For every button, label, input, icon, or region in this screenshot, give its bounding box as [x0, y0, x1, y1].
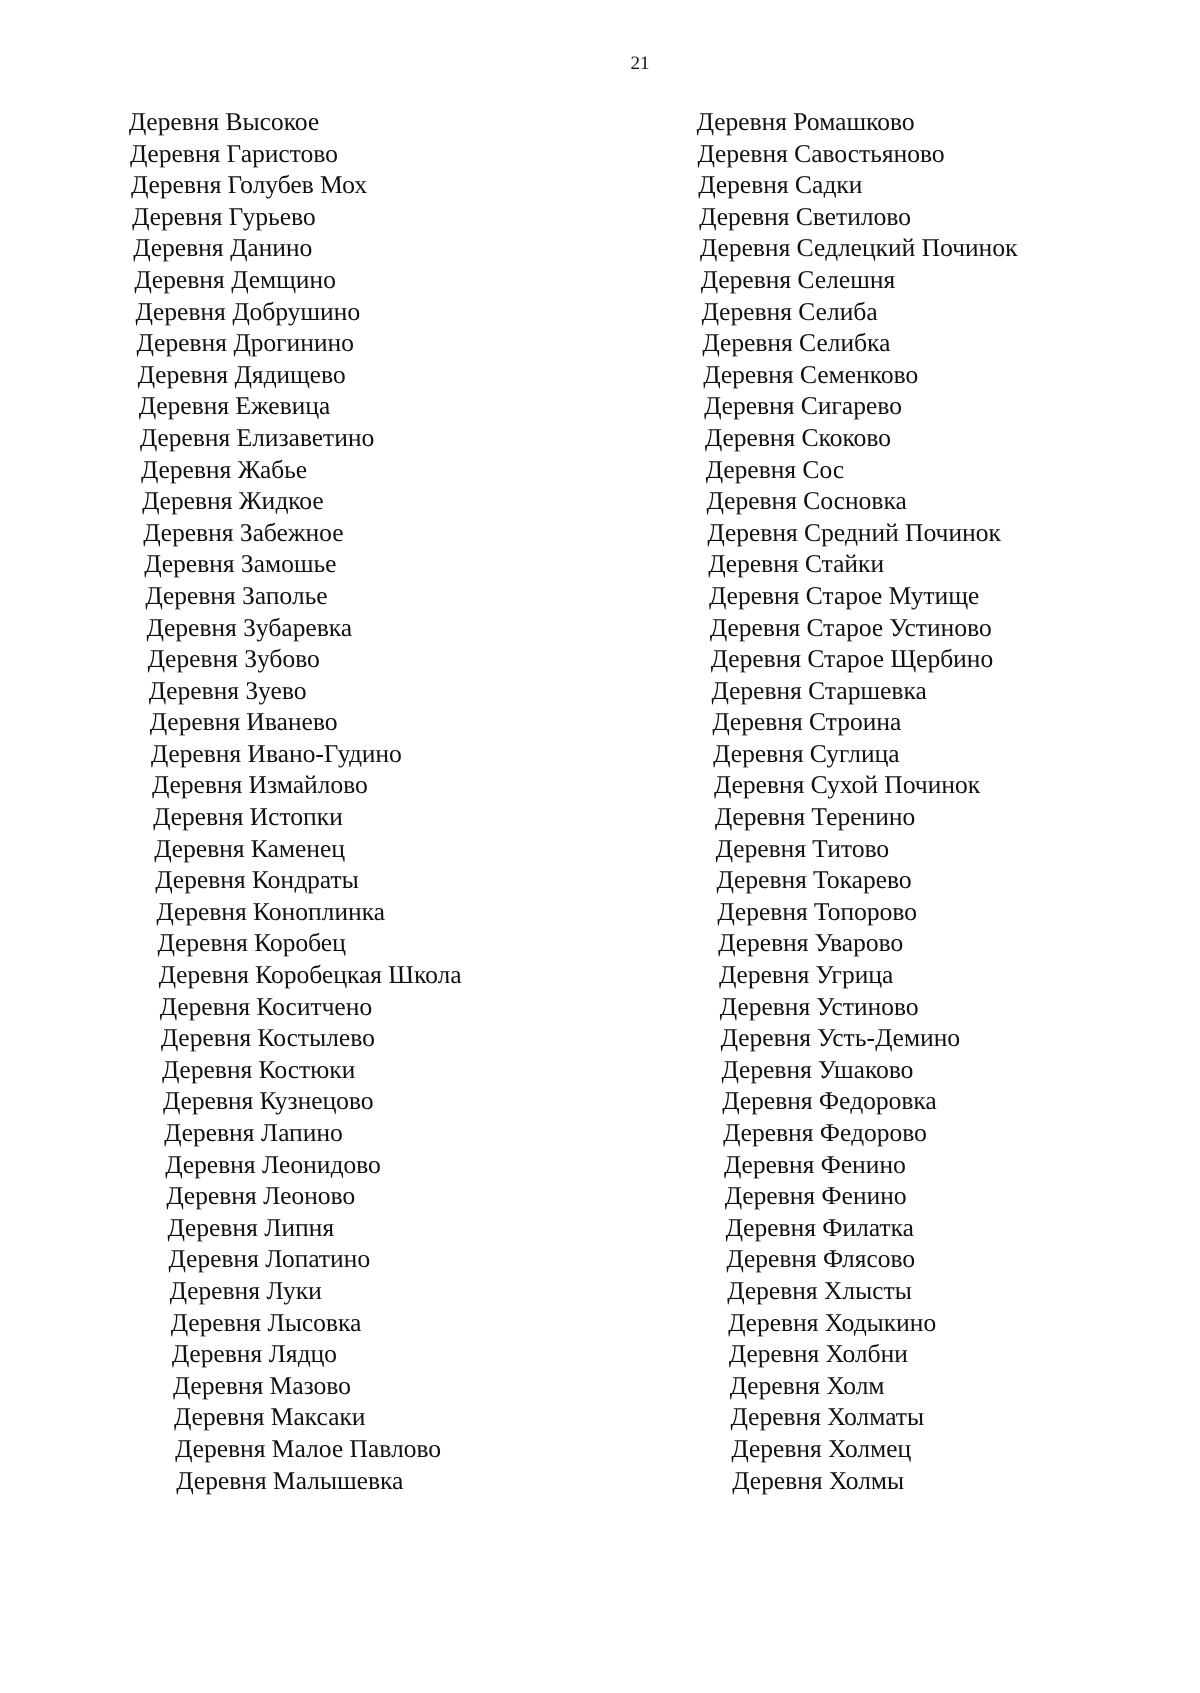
list-item: Деревня Истопки: [152, 802, 344, 832]
list-item: Деревня Мазово: [172, 1370, 352, 1400]
list-item: Деревня Зуево: [147, 675, 307, 705]
list-item: Деревня Лапино: [163, 1118, 344, 1147]
list-item: Деревня Измайлово: [151, 770, 369, 800]
list-item: Деревня Коситчено: [158, 991, 373, 1021]
list-item: Деревня Данино: [132, 233, 313, 263]
list-item: Деревня Демщино: [133, 264, 337, 294]
list-item: Деревня Старое Мутище: [708, 580, 980, 610]
list-item: Деревня Лопатино: [167, 1244, 371, 1274]
list-item: Деревня Костылево: [160, 1023, 376, 1053]
list-item: Деревня Сосновка: [705, 486, 908, 516]
list-item: Деревня Семенково: [702, 359, 919, 389]
list-item: Деревня Холмы: [731, 1465, 905, 1495]
list-item: Деревня Усть-Демино: [720, 1023, 961, 1053]
list-item: Деревня Титово: [715, 833, 890, 863]
list-item: Деревня Токарево: [715, 865, 912, 895]
list-item: Деревня Седлецкий Починок: [699, 233, 1018, 263]
list-item: Деревня Топорово: [716, 896, 918, 926]
list-item: Деревня Федоровка: [721, 1086, 938, 1116]
list-item: Деревня Суглица: [712, 738, 900, 768]
list-item: Деревня Холмец: [730, 1433, 912, 1463]
list-item: Деревня Старое Устиново: [709, 612, 992, 642]
list-item: Деревня Сос: [705, 454, 845, 484]
list-item: Деревня Сухой Починок: [713, 770, 981, 800]
list-item: Деревня Савостьяново: [696, 138, 945, 168]
list-item: Деревня Коробец: [156, 928, 347, 958]
list-item: Деревня Холм: [729, 1370, 885, 1400]
list-item: Деревня Садки: [697, 170, 863, 200]
list-item: Деревня Зубаревка: [145, 612, 353, 642]
list-item: Деревня Селешня: [700, 264, 896, 294]
list-item: Деревня Жидкое: [141, 486, 325, 516]
list-item: Деревня Ивано-Гудино: [150, 738, 403, 768]
list-item: Деревня Максаки: [173, 1402, 366, 1432]
list-item: Деревня Скоково: [704, 422, 892, 452]
list-item: Деревня Теренино: [714, 802, 916, 832]
list-item: Деревня Леонидово: [164, 1149, 382, 1179]
list-item: Деревня Сигарево: [703, 391, 903, 421]
list-item: Деревня Дрогинино: [135, 328, 355, 358]
list-item: Деревня Строина: [711, 707, 902, 737]
list-item: Деревня Жабье: [140, 454, 308, 484]
list-item: Деревня Иванево: [148, 707, 338, 737]
list-item: Деревня Угрица: [718, 960, 894, 990]
list-item: Деревня Леоново: [165, 1181, 356, 1211]
list-item: Деревня Гаристово: [129, 138, 339, 168]
list-item: Деревня Костюки: [161, 1054, 356, 1084]
list-item: Деревня Забежное: [142, 517, 344, 547]
list-item: Деревня Зубово: [146, 644, 321, 674]
page-number: 21: [630, 53, 650, 74]
list-item: Деревня Селиба: [700, 296, 878, 326]
list-item: Деревня Добрушино: [134, 296, 361, 326]
list-item: Деревня Холматы: [729, 1402, 925, 1432]
list-item: Деревня Флясово: [725, 1244, 916, 1274]
list-item: Деревня Кузнецово: [162, 1086, 375, 1116]
list-item: Деревня Высокое: [128, 107, 320, 136]
list-item: Деревня Селибка: [701, 328, 891, 358]
list-item: Деревня Уварово: [717, 928, 904, 958]
list-item: Деревня Лядцо: [171, 1339, 338, 1369]
list-item: Деревня Ушаково: [720, 1054, 914, 1084]
list-item: Деревня Ходыкино: [727, 1307, 937, 1337]
list-item: Деревня Гурьево: [131, 201, 317, 231]
list-item: Деревня Старшевка: [710, 675, 928, 705]
list-item: Деревня Хлысты: [726, 1275, 913, 1305]
list-item: Деревня Заполье: [144, 580, 328, 610]
list-item: Деревня Холбни: [728, 1339, 909, 1369]
list-item: Деревня Старое Щербино: [710, 644, 994, 674]
village-list-right: [696, 106, 1050, 1496]
list-item: Деревня Дядищево: [136, 359, 347, 389]
list-item: Деревня Лысовка: [169, 1307, 362, 1337]
list-item: Деревня Стайки: [707, 549, 885, 579]
list-item: Деревня Голубев Мох: [130, 170, 368, 200]
list-item: Деревня Луки: [168, 1275, 323, 1305]
list-item: Деревня Малышевка: [175, 1465, 404, 1495]
list-item: Деревня Малое Павлово: [174, 1433, 442, 1463]
list-item: Деревня Федорово: [722, 1118, 928, 1147]
list-item: Деревня Фенино: [724, 1181, 907, 1211]
list-item: Деревня Елизаветино: [139, 422, 375, 452]
list-item: Деревня Устиново: [719, 991, 919, 1021]
list-item: Деревня Ромашково: [696, 107, 915, 136]
list-item: Деревня Липня: [166, 1212, 335, 1242]
list-item: Деревня Кондраты: [154, 865, 360, 895]
list-item: Деревня Каменец: [153, 833, 346, 863]
list-item: Деревня Ежевица: [137, 391, 331, 421]
list-item: Деревня Фенино: [723, 1149, 907, 1179]
list-item: Деревня Средний Починок: [706, 517, 1002, 547]
list-item: Деревня Светилово: [698, 201, 912, 231]
list-item: Деревня Коробецкая Школа: [157, 960, 463, 990]
list-item: Деревня Коноплинка: [155, 896, 386, 926]
list-item: Деревня Филатка: [724, 1212, 915, 1242]
list-item: Деревня Замошье: [143, 549, 337, 579]
village-list-left: [128, 106, 480, 1496]
